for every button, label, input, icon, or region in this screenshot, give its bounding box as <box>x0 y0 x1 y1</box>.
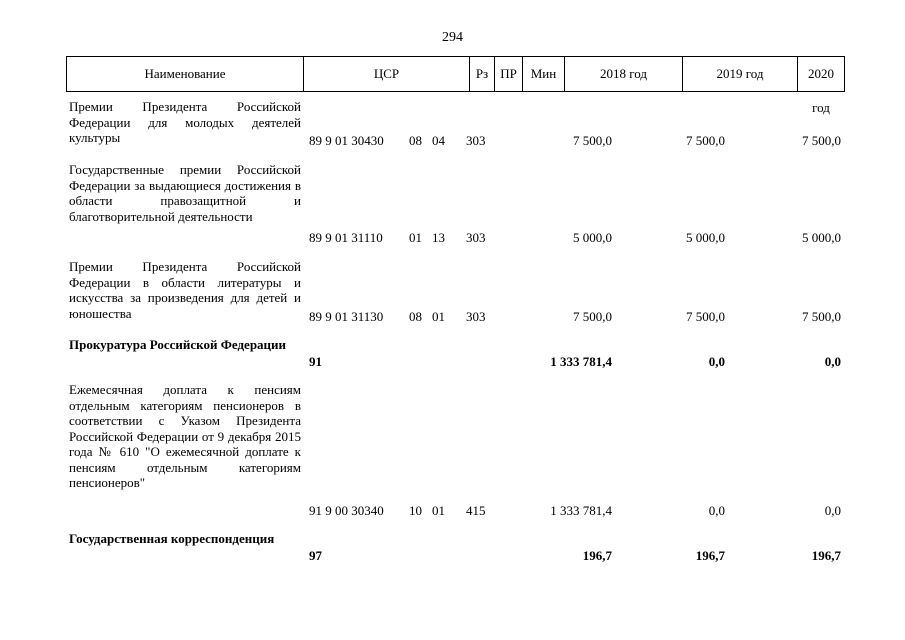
row-pr: 01 <box>432 503 445 518</box>
row-value-2020: 0,0 <box>824 354 841 369</box>
header-pr: ПР <box>495 57 523 91</box>
row-pr: 13 <box>432 230 445 245</box>
row-name: Премии Президента Российской Федерации для молодых деятелей культуры <box>69 99 301 145</box>
row-value-2018: 7 500,0 <box>573 133 612 148</box>
row-pr: 04 <box>432 133 445 148</box>
row-min: 303 <box>466 133 486 148</box>
row-value-2020: 7 500,0 <box>802 309 841 324</box>
row-csr: 91 <box>309 354 322 369</box>
row-csr: 91 9 00 30340 <box>309 503 384 518</box>
row-value-2019: 196,7 <box>695 548 725 563</box>
row-rz: 08 <box>409 133 422 148</box>
row-name: Государственные премии Российской Федерации за выдающиеся достижения в области правозащитной и благотворительной деятельности <box>69 162 301 224</box>
row-value-2019: 0,0 <box>708 354 725 369</box>
row-value-2018: 5 000,0 <box>573 230 612 245</box>
row-csr: 89 9 01 31130 <box>309 309 384 324</box>
row-value-2019: 7 500,0 <box>686 309 725 324</box>
row-rz: 10 <box>409 503 422 518</box>
row-value-2018: 1 333 781,4 <box>550 354 612 369</box>
row-value-2020: 0,0 <box>824 503 841 518</box>
row-value-2018: 196,7 <box>582 548 612 563</box>
header-2018: 2018 год <box>565 57 683 91</box>
row-value-2020: 7 500,0 <box>802 133 841 148</box>
header-rz: Рз <box>470 57 495 91</box>
row-csr: 89 9 01 31110 <box>309 230 383 245</box>
row-min: 303 <box>466 309 486 324</box>
row-csr: 97 <box>309 548 322 563</box>
row-name: Ежемесячная доплата к пенсиям отдельным категориям пенсионеров в соответствии с Указом Президента Российской Федерации от 9 декабря 2015 года № 610 "О ежемесячной доплате к пенсиям отдельным категориям пенсионеров" <box>69 382 301 490</box>
table-header <box>66 56 845 115</box>
row-min: 303 <box>466 230 486 245</box>
row-name: Премии Президента Российской Федерации в области литературы и искусства за произведения для детей и юношества <box>69 259 301 321</box>
row-rz: 01 <box>409 230 422 245</box>
row-csr: 89 9 01 30430 <box>309 133 384 148</box>
row-value-2019: 7 500,0 <box>686 133 725 148</box>
row-value-2018: 1 333 781,4 <box>550 503 612 518</box>
header-name: Наименование <box>67 57 304 91</box>
header-csr: ЦСР <box>304 57 470 91</box>
row-rz: 08 <box>409 309 422 324</box>
row-value-2019: 0,0 <box>708 503 725 518</box>
header-2020: 2020 год <box>808 66 834 115</box>
header-min: Мин <box>523 57 565 91</box>
row-value-2020: 196,7 <box>811 548 841 563</box>
page-number: 294 <box>442 30 463 45</box>
header-2019: 2019 год <box>683 57 798 91</box>
row-name: Прокуратура Российской Федерации <box>69 337 287 352</box>
row-pr: 01 <box>432 309 445 324</box>
row-name: Государственная корреспонденция <box>69 531 275 546</box>
row-min: 415 <box>466 503 486 518</box>
row-value-2020: 5 000,0 <box>802 230 841 245</box>
row-value-2019: 5 000,0 <box>686 230 725 245</box>
row-value-2018: 7 500,0 <box>573 309 612 324</box>
